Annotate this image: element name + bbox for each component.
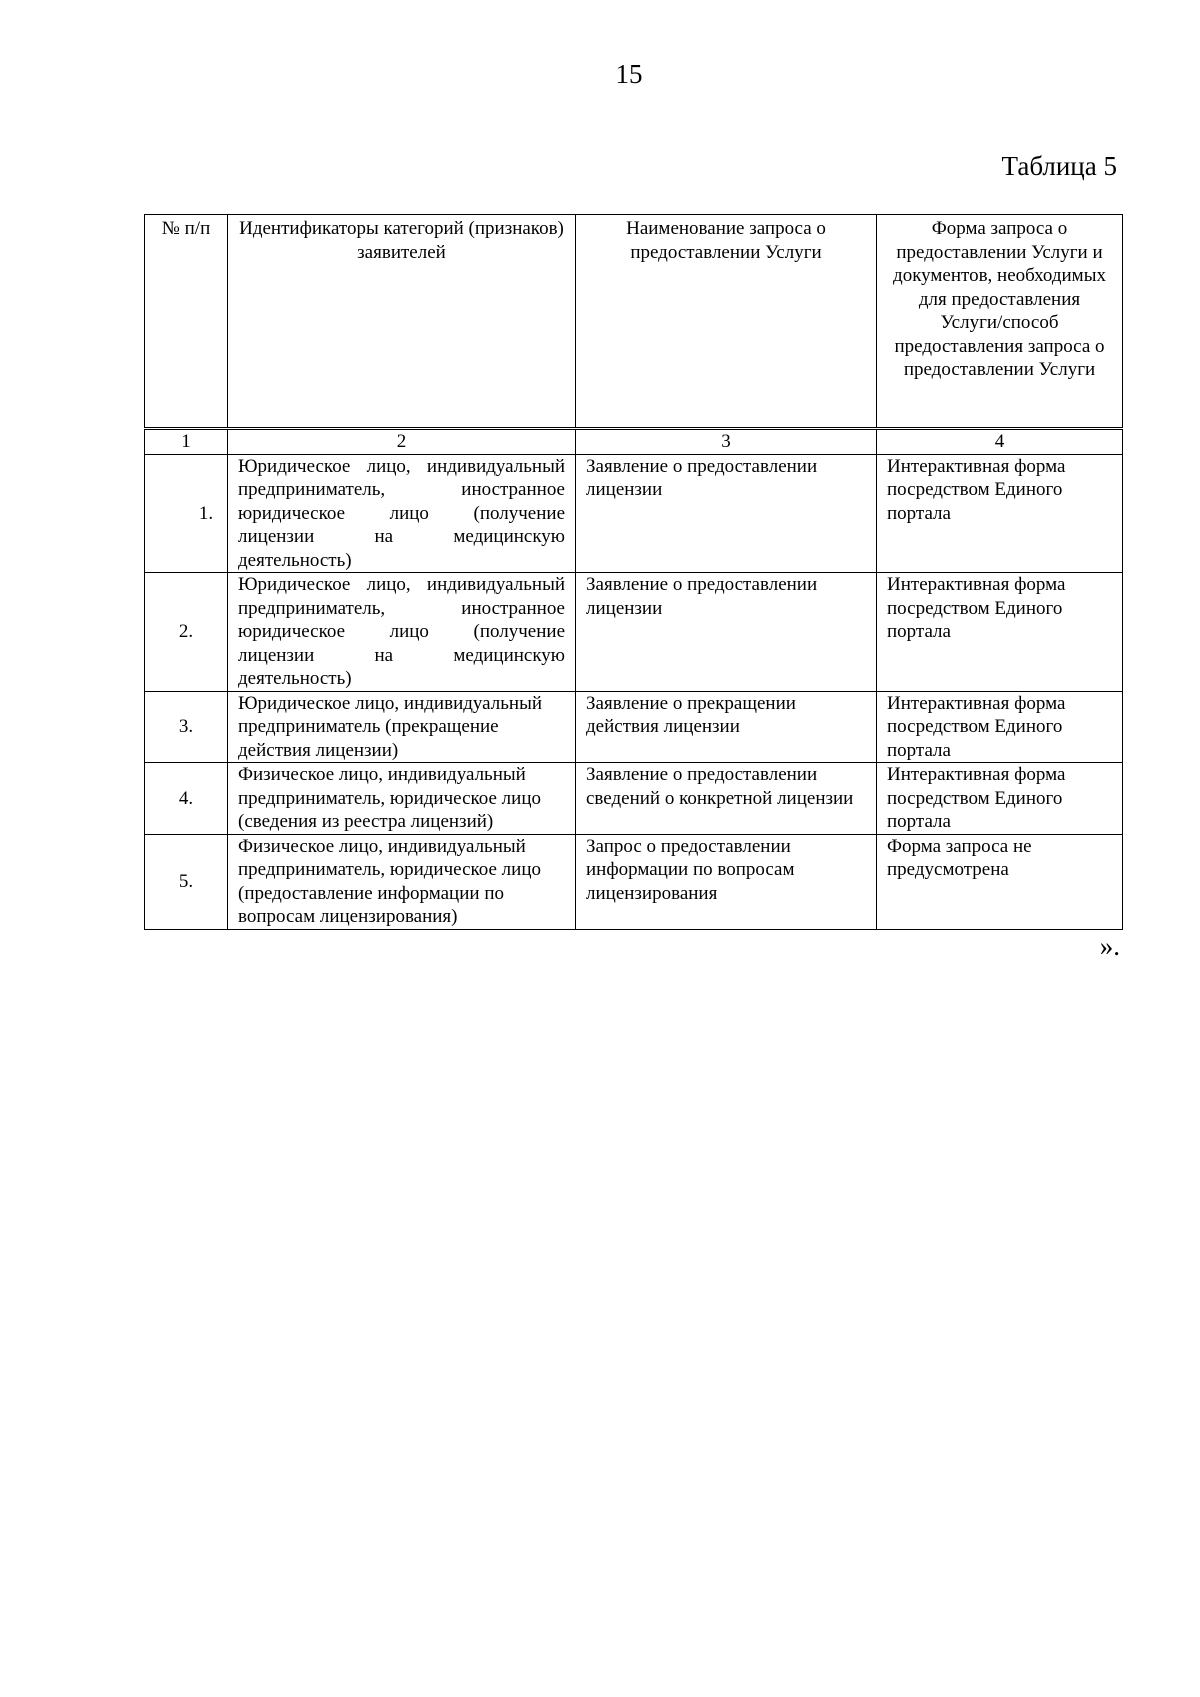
- row-number-cell: 1.: [145, 454, 228, 573]
- table-header-row: [145, 215, 1123, 429]
- form-cell: Интерактивная форма посредством Единого портала: [877, 573, 1123, 692]
- request-cell: Заявление о предоставлении лицензии: [576, 454, 877, 573]
- category-cell: Юридическое лицо, индивидуальный предприниматель, иностранное юридическое лицо (получение лицензии на медицинскую деятельность): [228, 573, 576, 692]
- header-cell-number: № п/п: [145, 215, 228, 429]
- header-cell-request: Наименование запроса о предоставлении Услуги: [576, 215, 877, 429]
- category-cell: Физическое лицо, индивидуальный предприниматель, юридическое лицо (предоставление информации по вопросам лицензирования): [228, 834, 576, 929]
- table-caption: Таблица 5: [1001, 151, 1117, 181]
- column-number-cell: 4: [877, 429, 1123, 455]
- request-cell: Заявление о предоставлении лицензии: [576, 573, 877, 692]
- row-number-cell: 4.: [145, 763, 228, 835]
- table-row: [145, 834, 1123, 929]
- column-number-cell: 2: [228, 429, 576, 455]
- request-cell: Заявление о предоставлении сведений о конкретной лицензии: [576, 763, 877, 835]
- closing-quote-mark: ».: [1099, 931, 1120, 961]
- table-row: [145, 691, 1123, 763]
- category-cell: Физическое лицо, индивидуальный предприниматель, юридическое лицо (сведения из реестра лицензий): [228, 763, 576, 835]
- row-number-cell: 3.: [145, 691, 228, 763]
- row-number-cell: 2.: [145, 573, 228, 692]
- table-row: [145, 454, 1123, 573]
- column-number-row: [145, 429, 1123, 455]
- column-number-cell: 3: [576, 429, 877, 455]
- form-cell: Интерактивная форма посредством Единого портала: [877, 691, 1123, 763]
- table-row: [145, 573, 1123, 692]
- category-cell: Юридическое лицо, индивидуальный предприниматель, иностранное юридическое лицо (получение лицензии на медицинскую деятельность): [228, 454, 576, 573]
- row-number-cell: 5.: [145, 834, 228, 929]
- page-number: 15: [615, 59, 643, 89]
- form-cell: Форма запроса не предусмотрена: [877, 834, 1123, 929]
- column-number-cell: 1: [145, 429, 228, 455]
- header-cell-form: Форма запроса о предоставлении Услуги и документов, необходимых для предоставления Услуги/способ предоставления запроса о предоставлении Услуги: [877, 215, 1123, 429]
- form-cell: Интерактивная форма посредством Единого портала: [877, 763, 1123, 835]
- table-row: [145, 763, 1123, 835]
- request-cell: Запрос о предоставлении информации по вопросам лицензирования: [576, 834, 877, 929]
- request-cell: Заявление о прекращении действия лицензии: [576, 691, 877, 763]
- header-cell-category: Идентификаторы категорий (признаков) заявителей: [228, 215, 576, 429]
- form-cell: Интерактивная форма посредством Единого портала: [877, 454, 1123, 573]
- category-cell: Юридическое лицо, индивидуальный предприниматель (прекращение действия лицензии): [228, 691, 576, 763]
- services-table: [144, 214, 1123, 930]
